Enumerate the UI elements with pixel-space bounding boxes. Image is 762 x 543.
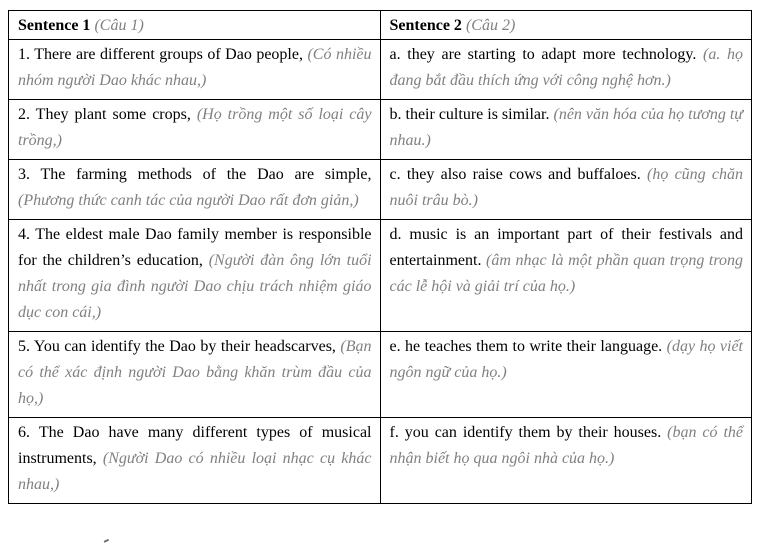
vietnamese-translation: (bạn có thể nhận biết họ qua ngôi nhà của họ.) (389, 424, 744, 467)
header-sentence-1 (9, 11, 381, 40)
cell-sentence1-item5 (9, 332, 381, 418)
table-row (9, 160, 752, 220)
table-row (9, 100, 752, 160)
cell-sentence2-item-e (380, 332, 752, 418)
english-text: d. music is an important part of their festivals and entertainment. (389, 226, 743, 269)
header-sentence-2 (380, 11, 752, 40)
cell-sentence2-item-d (380, 220, 752, 332)
vietnamese-translation: (a. họ đang bắt đầu thích ứng với công nghệ hơn.) (389, 46, 744, 89)
sentence-matching-table (8, 10, 752, 504)
header-sentence-1-translation: (Câu 1) (94, 17, 144, 34)
english-text: e. he teaches them to write their language. (389, 338, 663, 355)
table-row (9, 40, 752, 100)
cell-sentence2-item-c (380, 160, 752, 220)
cell-sentence1-item6 (9, 418, 381, 504)
cell-sentence1-item4 (9, 220, 381, 332)
header-sentence-2-translation: (Câu 2) (465, 17, 516, 34)
vietnamese-translation: (Có nhiều nhóm người Dao khác nhau,) (18, 46, 372, 89)
cell-sentence1-item3 (9, 160, 381, 220)
english-text: 4. The eldest male Dao family member is responsible for the children’s education, (18, 226, 372, 269)
cell-sentence2-item-b (380, 100, 752, 160)
vietnamese-translation: (Phương thức canh tác của người Dao rất đơn giản,) (18, 192, 359, 209)
header-row (9, 11, 752, 40)
vietnamese-translation: (nên văn hóa của họ tương tự nhau.) (389, 106, 744, 149)
vietnamese-translation: (Người đàn ông lớn tuổi nhất trong gia đình người Dao chịu trách nhiệm giáo dục con cái,) (18, 252, 372, 321)
header-sentence-2-label: Sentence 2 (389, 17, 462, 34)
english-text: 2. They plant some crops, (18, 106, 191, 123)
vietnamese-translation: (âm nhạc là một phần quan trọng trong các lễ hội và giải trí của họ.) (389, 252, 743, 295)
cell-sentence2-item-a (380, 40, 752, 100)
vietnamese-translation: (Người Dao có nhiều loại nhạc cụ khác nhau,) (18, 450, 372, 493)
english-text: 1. There are different groups of Dao people, (18, 46, 303, 63)
english-text: 6. The Dao have many different types of musical instruments, (18, 424, 372, 467)
table-row (9, 418, 752, 504)
table-row (9, 220, 752, 332)
cell-sentence1-item1 (9, 40, 381, 100)
vietnamese-translation: (họ cũng chăn nuôi trâu bò.) (389, 166, 743, 209)
english-text: f. you can identify them by their houses. (389, 424, 662, 441)
english-text: 5. You can identify the Dao by their headscarves, (18, 338, 336, 355)
cutoff-next-line-fragment (102, 535, 109, 543)
english-text: a. they are starting to adapt more technology. (389, 46, 697, 63)
header-sentence-1-label: Sentence 1 (18, 17, 91, 34)
vietnamese-translation: (Họ trồng một số loại cây trồng,) (18, 106, 372, 149)
cell-sentence2-item-f (380, 418, 752, 504)
english-text: b. their culture is similar. (389, 106, 550, 123)
english-text: 3. The farming methods of the Dao are simple, (18, 166, 372, 183)
vietnamese-translation: (Bạn có thể xác định người Dao bằng khăn trùm đầu của họ,) (18, 338, 372, 407)
cell-sentence1-item2 (9, 100, 381, 160)
english-text: c. they also raise cows and buffaloes. (389, 166, 641, 183)
table-row (9, 332, 752, 418)
vietnamese-translation: (dạy họ viết ngôn ngữ của họ.) (389, 338, 743, 381)
